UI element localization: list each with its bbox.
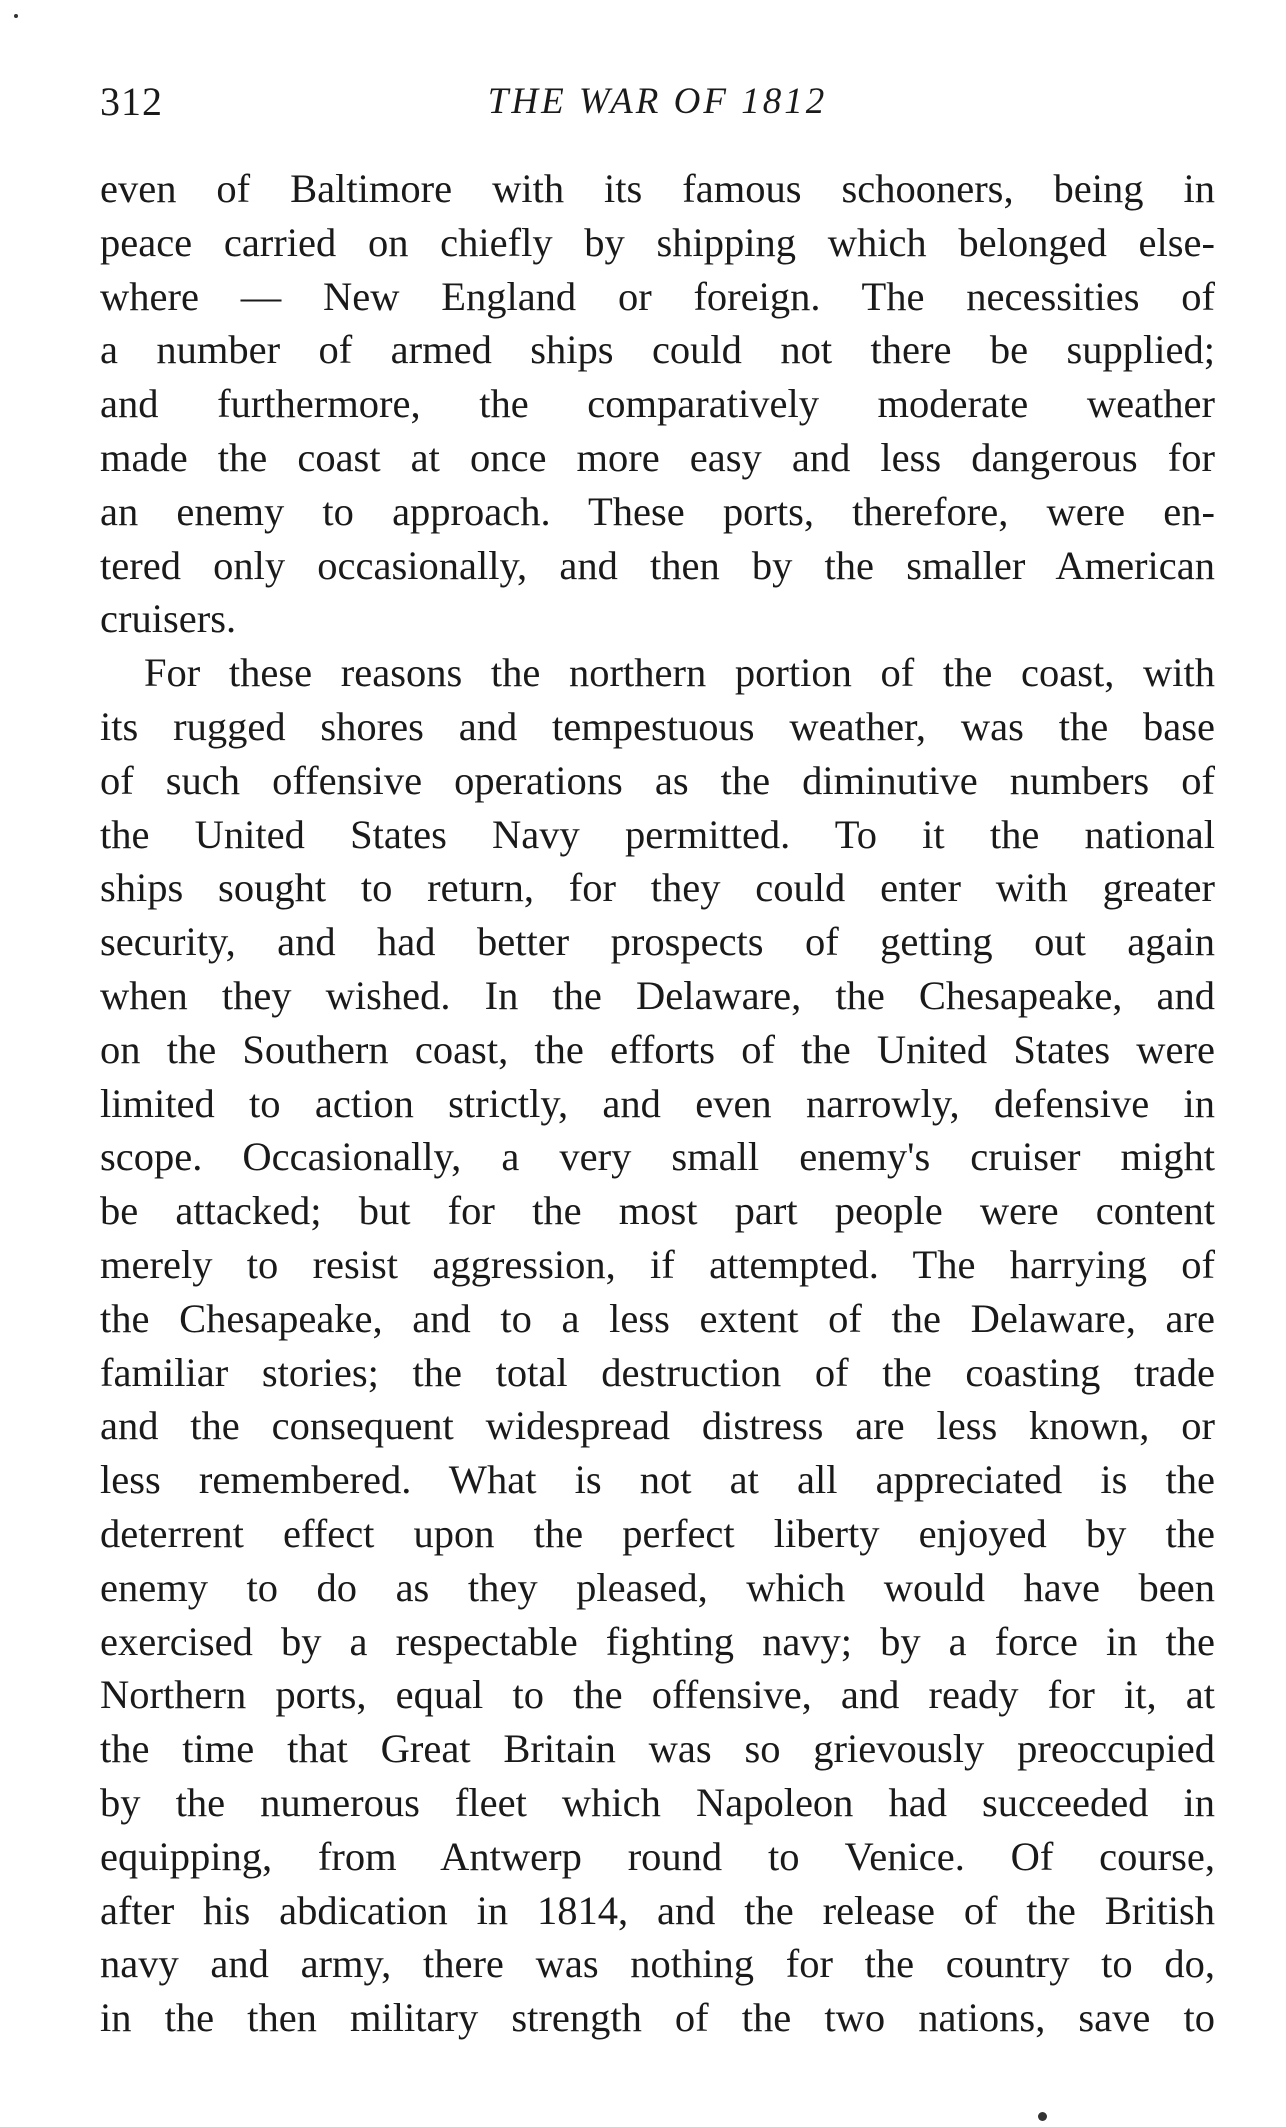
text-line: familiar stories; the total destruction of the coasting trade <box>100 1349 1215 1395</box>
scan-speck <box>1038 2112 1047 2121</box>
text-line: and furthermore, the comparatively moderate weather <box>100 381 1215 427</box>
text-line: even of Baltimore with its famous schooners, being in <box>100 166 1215 211</box>
text-line: made the coast at once more easy and less dangerous for <box>100 434 1215 480</box>
text-line: on the Southern coast, the efforts of the United States were <box>100 1026 1215 1072</box>
text-line: be attacked; but for the most part people were content <box>100 1188 1215 1234</box>
text-line: the United States Navy permitted. To it the national <box>100 811 1215 857</box>
text-line: Northern ports, equal to the offensive, and ready for it, at <box>100 1672 1215 1718</box>
text-line: limited to action strictly, and even narrowly, defensive in <box>100 1080 1215 1126</box>
page-number: 312 <box>100 79 163 124</box>
text-line: when they wished. In the Delaware, the Chesapeake, and <box>100 972 1215 1018</box>
text-line: in the then military strength of the two nations, save to <box>100 1995 1215 2041</box>
text-line: scope. Occasionally, a very small enemy's cruiser might <box>100 1134 1215 1180</box>
text-line: equipping, from Antwerp round to Venice. Of course, <box>100 1833 1215 1879</box>
running-head: THE WAR OF 1812 <box>487 81 828 122</box>
text-line: and the consequent widespread distress are less known, or <box>100 1403 1215 1449</box>
text-line: where — New England or foreign. The necessities of <box>100 273 1215 319</box>
paragraph <box>100 162 1215 646</box>
text-line: enemy to do as they pleased, which would have been <box>100 1564 1215 1610</box>
text-line: For these reasons the northern portion of the coast, with <box>144 650 1215 696</box>
body-text <box>100 162 1215 2045</box>
text-line: a number of armed ships could not there be supplied; <box>100 327 1215 373</box>
text-line: by the numerous fleet which Napoleon had succeeded in <box>100 1779 1215 1825</box>
text-line: cruisers. <box>100 596 237 642</box>
text-line: ships sought to return, for they could enter with greater <box>100 865 1215 911</box>
page-header <box>100 78 1215 128</box>
paragraph <box>100 646 1215 2045</box>
text-line: merely to resist aggression, if attempted. The harrying of <box>100 1241 1215 1287</box>
text-line: exercised by a respectable fighting navy; by a force in the <box>100 1618 1215 1664</box>
text-line: of such offensive operations as the diminutive numbers of <box>100 757 1215 803</box>
text-line: tered only occasionally, and then by the smaller American <box>100 542 1215 588</box>
text-line: navy and army, there was nothing for the country to do, <box>100 1941 1215 1987</box>
text-line: the Chesapeake, and to a less extent of the Delaware, are <box>100 1295 1215 1341</box>
text-line: security, and had better prospects of getting out again <box>100 919 1215 965</box>
text-line: less remembered. What is not at all appreciated is the <box>100 1457 1215 1503</box>
text-line: its rugged shores and tempestuous weather, was the base <box>100 703 1215 749</box>
text-line: an enemy to approach. These ports, therefore, were en- <box>100 488 1215 534</box>
text-line: peace carried on chiefly by shipping which belonged else- <box>100 219 1215 265</box>
scan-speck <box>14 14 18 18</box>
text-line: the time that Great Britain was so grievously preoccupied <box>100 1726 1215 1772</box>
text-line: after his abdication in 1814, and the release of the British <box>100 1887 1215 1933</box>
text-line: deterrent effect upon the perfect liberty enjoyed by the <box>100 1510 1215 1556</box>
